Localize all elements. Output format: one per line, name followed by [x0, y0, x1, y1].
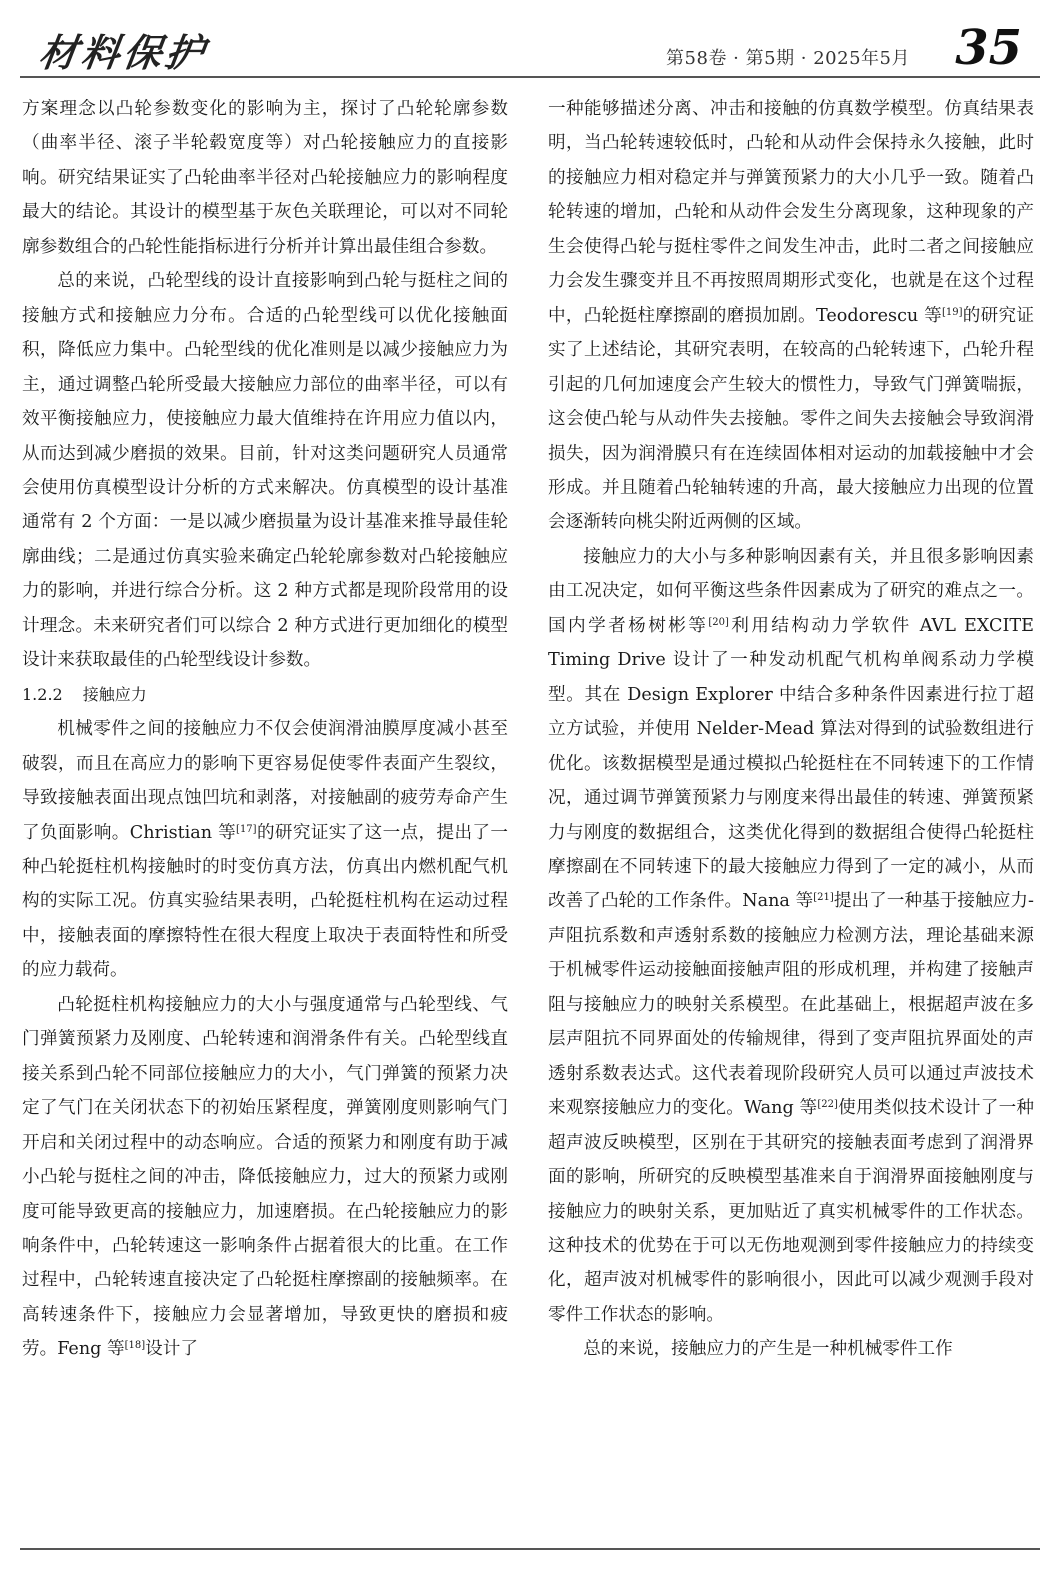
citation-ref: [21] — [813, 892, 834, 904]
paragraph: 总的来说，接触应力的产生是一种机械零件工作 — [583, 1339, 953, 1360]
paragraph-text: 凸轮挺柱机构接触应力的大小与强度通常与凸轮型线、气门弹簧预紧力及刚度、凸轮转速和润滑条件有关。凸轮型线直接关系到凸轮不同部位接触应力的大小，气门弹簧的预紧力决定了气门在关闭状态下的初始压紧程度，弹簧刚度则影响气门开启和关闭过程中的动态响应。合适的预紧力和刚度有助于减小凸轮与挺柱之间的冲击，降低接触应力，过大的预紧力或刚度可能导致更高的接触应力，加速磨损。在凸轮接触应力的影响条件中，凸轮转速这一影响条件占据着很大的比重。在工作过程中，凸轮转速直接决定了凸轮挺柱摩擦副的接触频率。在高转速条件下，接触应力会显著增加，导致更快的磨损和疲劳。Feng 等 — [22, 994, 508, 1360]
section-number: 1.2.2 — [22, 684, 63, 704]
issue-info: 第58卷 · 第5期 · 2025年5月 — [666, 48, 910, 69]
right-column — [548, 92, 1034, 1367]
citation-ref: [18] — [124, 1340, 146, 1352]
paragraph-text: 利用结构动力学软件 AVL EXCITE Timing Drive 设计了一种发动机配气机构单阀系动力学模型。其在 Design Explorer 中结合多种条件因素进行拉丁超立方试验，并使用 Nelder-Mead 算法对得到的试验数组进行优化。该数据模型是通过模拟凸轮挺柱在不同转速下的工作情况，通过调节弹簧预紧力与刚度来得出最佳的转速、弹簧预紧力与刚度的数据组合，这类优化得到的数据组合使得凸轮挺柱摩擦副在不同转速下的最大接触应力得到了一定的减小，从而改善了凸轮的工作条件。Nana 等 — [548, 615, 1034, 912]
citation-ref: [17] — [236, 823, 257, 835]
paragraph-text: 使用类似技术设计了一种超声波反映模型，区别在于其研究的接触表面考虑到了润滑界面的影响，所研究的反映模型基准来自于润滑界面接触刚度与接触应力的映射关系，更加贴近了真实机械零件的工作状态。这种技术的优势在于可以无伤地观测到零件接触应力的持续变化，超声波对机械零件的影响很小，因此可以减少观测手段对零件工作状态的影响。 — [548, 1098, 1034, 1325]
paragraph — [22, 988, 508, 1367]
paragraph-text: 一种能够描述分离、冲击和接触的仿真数学模型。仿真结果表明，当凸轮转速较低时，凸轮和从动件会保持永久接触，此时的接触应力相对稳定并与弹簧预紧力的大小几乎一致。随着凸轮转速的增加，凸轮和从动件会发生分离现象，这种现象的产生会使得凸轮与挺柱零件之间发生冲击，此时二者之间接触应力会发生骤变并且不再按照周期形式变化，也就是在这个过程中，凸轮挺柱摩擦副的磨损加剧。Teodorescu 等 — [548, 99, 1034, 326]
header-rule — [20, 76, 1040, 78]
left-column — [22, 92, 508, 1367]
section-title: 接触应力 — [82, 684, 147, 704]
paragraph: 方案理念以凸轮参数变化的影响为主，探讨了凸轮轮廓参数（曲率半径、滚子半轮毂宽度等）对凸轮接触应力的直接影响。研究结果证实了凸轮曲率半径对凸轮接触应力的影响程度最大的结论。其设计的模型基于灰色关联理论，可以对不同轮廓参数组合的凸轮性能指标进行分析并计算出最佳组合参数。 — [22, 99, 508, 257]
paragraph — [548, 540, 1034, 1332]
paragraph-text: 设计了 — [145, 1339, 198, 1360]
paragraph-text: 的研究证实了这一点，提出了一种凸轮挺柱机构接触时的时变仿真方法，仿真出内燃机配气机构的实际工况。仿真实验结果表明，凸轮挺柱机构在运动过程中，接触表面的摩擦特性在很大程度上取决于表面特性和所受的应力载荷。 — [22, 822, 508, 981]
journal-logo: 材料保护 — [36, 30, 211, 75]
footer-rule — [20, 1548, 1040, 1550]
paragraph-text: 提出了一种基于接触应力-声阻抗系数和声透射系数的接触应力检测方法，理论基础来源于机械零件运动接触面接触声阻的形成机理，并构建了接触声阻与接触应力的映射关系模型。在此基础上，根据超声波在多层声阻抗不同界面处的传输规律，得到了变声阻抗界面处的声透射系数表达式。这代表着现阶段研究人员可以通过声波技术来观察接触应力的变化。Wang 等 — [548, 891, 1034, 1119]
citation-ref: [22] — [817, 1099, 838, 1111]
citation-ref: [20] — [708, 616, 729, 628]
paragraph — [22, 712, 508, 988]
paragraph-text: 机械零件之间的接触应力不仅会使润滑油膜厚度减小甚至破裂，而且在高应力的影响下更容易促使零件表面产生裂纹，导致接触表面出现点蚀凹坑和剥落，对接触副的疲劳寿命产生了负面影响。Christian 等 — [22, 719, 508, 843]
page-header — [0, 0, 1060, 78]
section-heading — [22, 678, 508, 712]
page-number: 35 — [955, 20, 1022, 76]
citation-ref: [19] — [942, 306, 963, 318]
paragraph: 总的来说，凸轮型线的设计直接影响到凸轮与挺柱之间的接触方式和接触应力分布。合适的凸轮型线可以优化接触面积，降低应力集中。凸轮型线的优化准则是以减少接触应力为主，通过调整凸轮所受最大接触应力部位的曲率半径，可以有效平衡接触应力，使接触应力最大值维持在许用应力值以内，从而达到减少磨损的效果。目前，针对这类问题研究人员通常会使用仿真模型设计分析的方式来解决。仿真模型的设计基准通常有 2 个方面：一是以减少磨损量为设计基准来推导最佳轮廓曲线；二是通过仿真实验来确定凸轮轮廓参数对凸轮接触应力的影响，并进行综合分析。这 2 种方式都是现阶段常用的设计理念。未来研究者们可以综合 2 种方式进行更加细化的模型设计来获取最佳的凸轮型线设计参数。 — [22, 271, 508, 671]
paragraph-text: 的研究证实了上述结论，其研究表明，在较高的凸轮转速下，凸轮升程引起的几何加速度会产生较大的惯性力，导致气门弹簧喘振，这会使凸轮与从动件失去接触。零件之间失去接触会导致润滑损失，因为润滑膜只有在连续固体相对运动的加载接触中才会形成。并且随着凸轮轴转速的升高，最大接触应力出现的位置会逐渐转向桃尖附近两侧的区域。 — [548, 305, 1034, 533]
paragraph — [548, 92, 1034, 540]
paragraph-text: 接触应力的大小与多种影响因素有关，并且很多影响因素由工况决定，如何平衡这些条件因素成为了研究的难点之一。国内学者杨树彬等 — [548, 546, 1034, 636]
